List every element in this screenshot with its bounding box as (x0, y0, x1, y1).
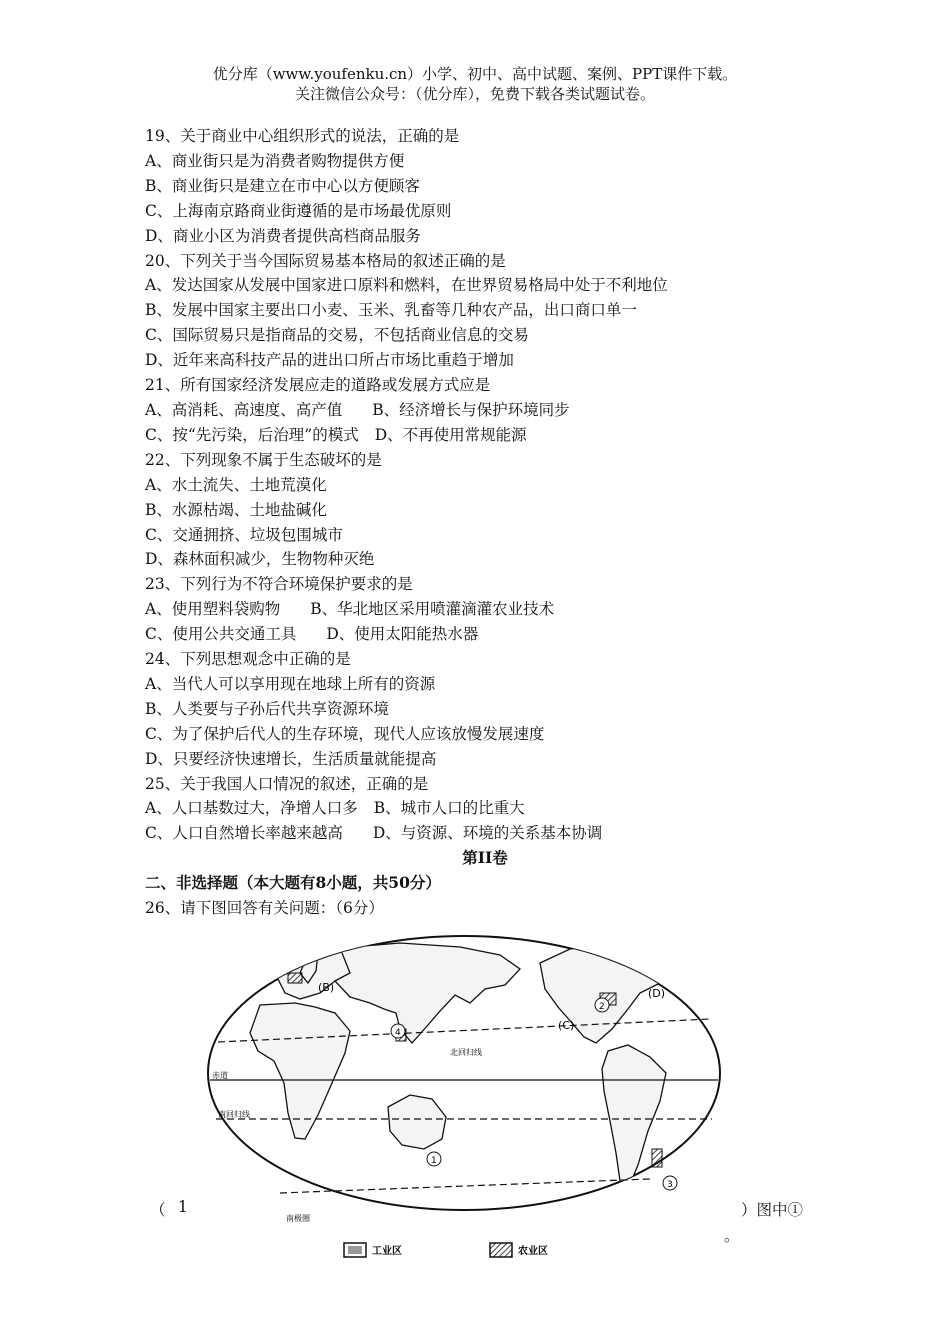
q19-option-d: D、商业小区为消费者提供高档商品服务 (145, 226, 421, 245)
page-header (0, 64, 950, 104)
q25-stem: 25、关于我国人口情况的叙述，正确的是 (145, 774, 429, 793)
q20-option-c: C、国际贸易只是指商品的交易，不包括商业信息的交易 (145, 326, 529, 345)
q21-stem: 21、所有国家经济发展应走的道路或发展方式应是 (145, 376, 491, 395)
legend-agriculture-label: 农业区 (518, 1246, 548, 1257)
q20-option-d: D、近年来高科技产品的进出口所占市场比重趋于增加 (145, 351, 514, 370)
q25-options-cd (145, 821, 825, 846)
q26-sub-number: 1 (178, 1198, 188, 1216)
q21-options-ab (145, 398, 825, 423)
q19-option-a: A、商业街只是为消费者购物提供方便 (145, 151, 405, 170)
q22-option-c: C、交通拥挤、垃圾包围城市 (145, 525, 343, 544)
header-line-2: 关注微信公众号：（优分库），免费下载各类试题试卷。 (294, 85, 655, 103)
q21-option-d: D、不再使用常规能源 (374, 425, 527, 444)
marker-3: 3 (667, 1180, 673, 1190)
marker-4: 4 (395, 1028, 401, 1038)
exam-content (145, 124, 825, 921)
agriculture-area-south-america (652, 1149, 662, 1167)
q22-stem: 22、下列现象不属于生态破坏的是 (145, 450, 382, 469)
q25-option-b: B、城市人口的比重大 (373, 799, 525, 818)
q21-options-cd (145, 423, 825, 448)
q22-option-d: D、森林面积减少，生物物种灭绝 (145, 550, 375, 569)
header-line-1: 优分库（www.youfenku.cn）小学、初中、高中试题、案例、PPT课件下载。 (212, 65, 738, 83)
legend-industry-label: 工业区 (372, 1246, 402, 1257)
q23-option-a: A、使用塑料袋购物 (145, 600, 281, 619)
q23-stem: 23、下列行为不符合环境保护要求的是 (145, 575, 413, 594)
tropic-of-cancer-label: 北回归线 (450, 1048, 482, 1057)
q24-option-b: B、人类要与子孙后代共享资源环境 (145, 699, 389, 718)
q26-sub-period: 。 (724, 1227, 740, 1245)
q21-option-b: B、经济增长与保护环境同步 (372, 400, 570, 419)
industry-area-europe (288, 973, 302, 983)
q25-option-d: D、与资源、环境的关系基本协调 (372, 824, 603, 843)
q20-stem: 20、下列关于当今国际贸易基本格局的叙述正确的是 (145, 251, 506, 270)
legend-agriculture-swatch (490, 1243, 512, 1257)
marker-d: (D) (648, 987, 666, 1000)
q26-sub-open-paren: （ (150, 1201, 166, 1219)
q20-option-a: A、发达国家从发展中国家进口原料和燃料，在世界贸易格局中处于不利地位 (145, 276, 668, 295)
q23-options-ab (145, 597, 825, 622)
q25-option-c: C、人口自然增长率越来越高 (145, 824, 343, 843)
q24-option-d: D、只要经济快速增长，生活质量就能提高 (145, 749, 437, 768)
q24-option-c: C、为了保护后代人的生存环境，现代人应该放慢发展速度 (145, 724, 545, 743)
q20-option-b: B、发展中国家主要出口小麦、玉米、乳畜等几种农产品，出口商口单一 (145, 301, 637, 320)
marker-b: (B) (318, 981, 335, 994)
q24-stem: 24、下列思想观念中正确的是 (145, 650, 351, 669)
marker-1: 1 (431, 1156, 437, 1166)
q23-option-c: C、使用公共交通工具 (145, 625, 297, 644)
antarctic-circle-label: 南极圈 (286, 1214, 310, 1223)
q21-option-c: C、按“先污染，后治理”的模式 (145, 425, 359, 444)
greenland-land (640, 935, 688, 963)
q21-option-a: A、高消耗、高速度、高产值 (145, 400, 343, 419)
q25-options-ab (145, 796, 825, 821)
marker-2: 2 (599, 1002, 605, 1012)
q26-sub-close: ）图中① (741, 1201, 804, 1219)
q26-stem: 26、请下图回答有关问题：（6分） (145, 899, 384, 918)
q23-option-d: D、使用太阳能热水器 (326, 625, 479, 644)
q19-stem: 19、关于商业中心组织形式的说法，正确的是 (145, 127, 460, 145)
q23-options-cd (145, 622, 825, 647)
tropic-of-capricorn-label: 南回归线 (218, 1110, 250, 1119)
legend-industry-fill (348, 1246, 362, 1254)
q25-option-a: A、人口基数过大，净增人口多 (145, 799, 358, 818)
part2-title: 第II卷 (462, 848, 508, 868)
section-heading: 二、非选择题（本大题有8小题，共50分） (145, 873, 441, 893)
q22-option-a: A、水土流失、土地荒漠化 (145, 475, 327, 494)
equator-label: 赤道 (212, 1071, 228, 1080)
q24-option-a: A、当代人可以享用现在地球上所有的资源 (145, 674, 436, 693)
world-map-figure (200, 933, 728, 1269)
marker-c: (C) (558, 1019, 575, 1032)
world-map (200, 933, 728, 1269)
q22-option-b: B、水源枯竭、土地盐碱化 (145, 500, 327, 519)
q19-option-c: C、上海南京路商业街遵循的是市场最优原则 (145, 201, 452, 220)
q19-option-b: B、商业街只是建立在市中心以方便顾客 (145, 176, 420, 195)
q23-option-b: B、华北地区采用喷灌滴灌农业技术 (310, 600, 555, 619)
